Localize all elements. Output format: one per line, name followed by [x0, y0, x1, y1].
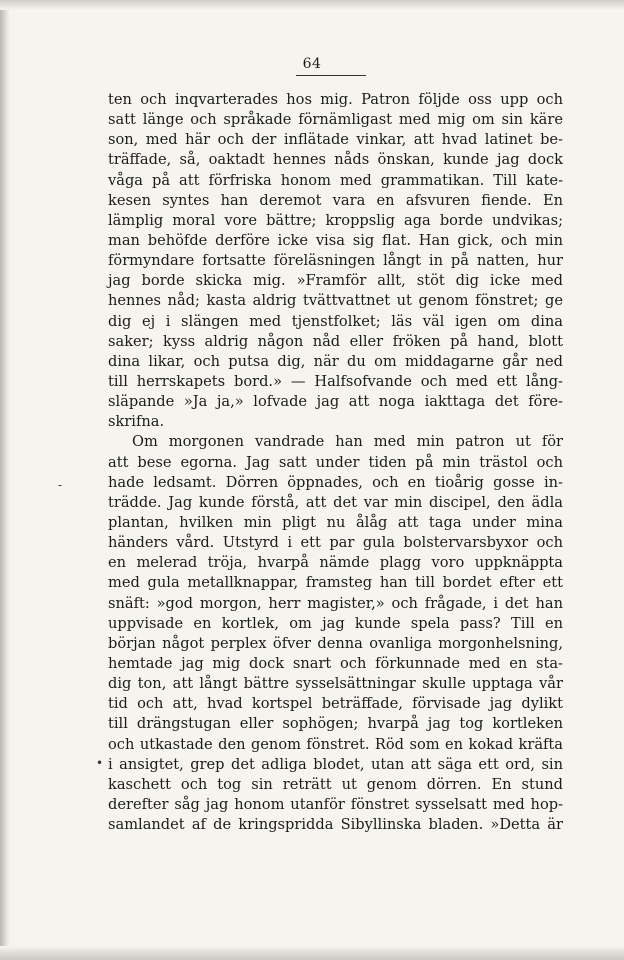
margin-mark: -	[58, 478, 63, 492]
text-line: ten och inqvarterades hos mig. Patron följde oss upp och	[108, 91, 563, 108]
page-number-rule	[296, 75, 366, 76]
text-line: man behöfde derföre icke visa sig flat. Han gick, och min	[108, 231, 563, 249]
text-line: att bese egorna. Jag satt under tiden på min trästol och	[108, 453, 563, 471]
text-line: trädde. Jag kunde förstå, att det var min discipel, den ädla	[108, 493, 563, 511]
text-line: en melerad tröja, hvarpå nämde plagg voro uppknäppta	[108, 554, 563, 572]
text-line: skrifna.	[108, 413, 165, 431]
text-line: jag borde skicka mig. »Framför allt, stöt dig icke med	[108, 272, 563, 290]
page-left-edge	[0, 0, 10, 960]
text-line: snäft: »god morgon, herr magister,» och frågade, i det han	[108, 594, 563, 612]
text-line: hade ledsamt. Dörren öppnades, och en tioårig gosse in-	[108, 473, 563, 491]
page-top-edge	[0, 0, 624, 10]
text-line: släpande »Ja ja,» lofvade jag att noga iakttaga det före-	[108, 393, 563, 411]
text-line: dig ej i slängen med tjenstfolket; läs väl igen om dina	[108, 312, 563, 330]
body-text	[108, 90, 563, 835]
text-line: början något perplex öfver denna ovanliga morgonhelsning,	[108, 634, 563, 652]
text-line: dig ton, att långt bättre sysselsättningar skulle upptaga vår	[108, 675, 563, 693]
text-line: till drängstugan eller sophögen; hvarpå jag tog kortleken	[108, 715, 563, 733]
text-line: Om morgonen vandrade han med min patron ut för	[132, 433, 563, 451]
text-line: kesen syntes han deremot vara en afsvuren fiende. En	[108, 191, 563, 209]
page-number: 64	[302, 56, 322, 72]
text-line: i ansigtet, grep det adliga blodet, utan att säga ett ord, sin	[108, 755, 563, 773]
text-line: uppvisade en kortlek, om jag kunde spela pass? Till en	[108, 614, 563, 632]
text-line: hennes nåd; kasta aldrig tvättvattnet ut genom fönstret; ge	[108, 292, 563, 310]
text-line: och utkastade den genom fönstret. Röd som en kokad kräfta	[108, 735, 563, 753]
text-line: händers vård. Utstyrd i ett par gula bolstervarsbyxor och	[108, 534, 563, 552]
text-line: förmyndare fortsatte föreläsningen långt in på natten, hur	[108, 252, 563, 270]
text-line: son, med här och der inflätade vinkar, att hvad latinet be-	[108, 131, 563, 149]
text-line: samlandet af de kringspridda Sibyllinska bladen. »Detta är	[108, 816, 563, 834]
page-bottom-edge	[0, 946, 624, 960]
text-line: träffade, så, oaktadt hennes nåds önskan, kunde jag dock	[108, 151, 563, 169]
text-line: plantan, hvilken min pligt nu ålåg att taga under mina	[108, 513, 563, 531]
text-line: lämplig moral vore bättre; kroppslig aga borde undvikas;	[108, 211, 563, 229]
text-line: våga på att förfriska honom med grammatikan. Till kate-	[108, 171, 563, 189]
margin-mark: •	[96, 756, 104, 770]
text-line: dina likar, och putsa dig, när du om middagarne går ned	[108, 352, 563, 370]
text-line: satt länge och språkade förnämligast med mig om sin käre	[108, 111, 563, 129]
text-line: hemtade jag mig dock snart och förkunnade med en sta-	[108, 654, 563, 672]
text-line: derefter såg jag honom utanför fönstret sysselsatt med hop-	[108, 795, 563, 813]
text-line: till herrskapets bord.» — Halfsofvande och med ett lång-	[108, 372, 563, 390]
text-line: tid och att, hvad kortspel beträffade, förvisade jag dylikt	[108, 695, 563, 713]
text-line: saker; kyss aldrig någon nåd eller fröken på hand, blott	[108, 332, 563, 350]
text-line: kaschett och tog sin reträtt ut genom dörren. En stund	[108, 775, 563, 793]
text-line: med gula metallknappar, framsteg han till bordet efter ett	[108, 574, 563, 592]
